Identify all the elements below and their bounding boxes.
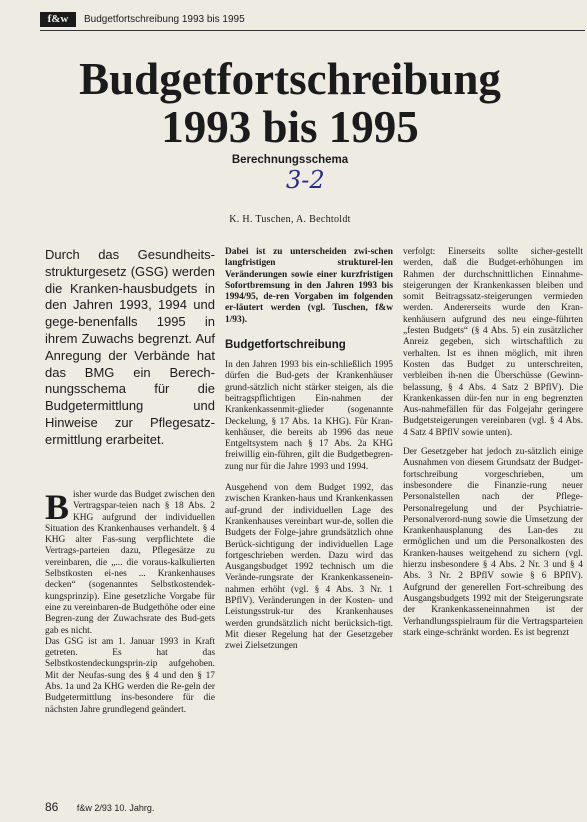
drop-cap: B [45, 487, 70, 527]
column-2-intro: Dabei ist zu unterscheiden zwi-schen langfristigen strukturel-len Veränderungen sowie einer kurzfristigen Sofortbremsung in den Jahren 1993 bis 1994/95, de-ren Vorgaben im folgenden er-läutert werden (vgl. Tuschen, f&w 1/93). [225, 247, 393, 325]
column-3-paragraph-2: Der Gesetzgeber hat jedoch zu-sätzlich einige Ausnahmen von diesem Grundsatz der Budget-fortschreibung vorgeschrieben, um insbesondere die Finanzie-rung neuer Personalstellen nach der Pflege-Personalregelung und der Psychiatrie-Personalverord-nung sowie die Umsetzung der Krankenhausplanung des Lan-des zu ermöglichen und um die Personalkosten des Kranken-hauses weitgehend zu sichern (vgl. hierzu insbesondere § 4 Abs. 2 Nr. 3 und § 4 Abs. 3 Nr. 2 BPflV sowie § 6 BPflV). Aufgrund der generellen Fort-schreibung des Ausgangsbudgets 1992 mit der Steigerungsrate der Krankenkasseneinnahmen ist der Verhandlungsspielraum für die Vertragsparteien stark einge-schränkt worden. Es ist begrenzt [403, 447, 583, 638]
column-1-paragraph-2: Das GSG ist am 1. Januar 1993 in Kraft getreten. Es hat das Selbstkostendeckungsprin-zip aufgehoben. Mit der Neufas-sung des § 4 und den § 17 Abs. 1a und 2a KHG werden die Re-geln der Budgetermittlung ins-besondere für die nächsten Jahre grundlegend geändert. [45, 636, 215, 715]
column-2-paragraph-1: In den Jahren 1993 bis ein-schließlich 1995 dürfen die Bud-gets der Krankenhäuser grund-sätzlich nicht stärker steigen, als die beitragspflichtigen Ein-nahmen der Krankenkassenmit-glieder (sogenannte Deckelung, § 17 Abs. 1a KHG). Für Kran-kenhäuser, die bereits ab 1996 das neue Entgeltsystem nach § 17 Abs. 2a KHG freiwillig ein-führen, gilt die Budgetbegren-zung nur für die Jahre 1993 und 1994. [225, 360, 393, 472]
column-2 [225, 247, 393, 653]
column-3 [403, 247, 583, 639]
lead-paragraph [45, 247, 215, 449]
running-header [40, 10, 585, 31]
article-title-line2: 1993 bis 1995 [161, 102, 419, 152]
column-3-paragraph-1: verfolgt: Einerseits sollte sicher-gestellt werden, daß die Budget-erhöhungen im Rahmen der durchschnittlichen Einnahme-steigerungen der Krankenkassen bleiben und somit Beitragssatz-steigerungen vermieden werden. Andererseits wurde den Kran-kenhäusern aufgrund des neu einge-führten „festen Budgets“ (§ 4 Abs. 5) ein zusätzlicher Anreiz gegeben, sich wirtschaftlich zu verhalten. Ist es ihnen möglich, mit ihren Kosten das Budget zu unterschreiten, verbleiben ih-nen die Überschüsse (Gewinn-belassung, § 4 Abs. 4 Satz 2 BPflV). Die Krankenkassen dür-fen nur in eng begrenzten Aus-nahmefällen für das Folgejahr geringere Budgetsteigerungen vereinbaren (vgl. § 4 Abs. 4 Satz 4 BPflV sowie unten). [403, 247, 583, 438]
running-header-title: Budgetfortschreibung 1993 bis 1995 [84, 14, 245, 25]
column-1-paragraph-1: isher wurde das Budget zwischen den Vertragspar-teien nach § 18 Abs. 2 KHG aufgrund der individuellen Situation des Krankenhauses verhandelt. § 4 KHG alter Fas-sung verpflichtete die Vertrags-parteien dazu, Pflegesätze zu vereinbaren, die „... die voraus-kalkulierten Selbstkosten ei-nes ... Krankenhauses decken“ (sogenanntes Selbstkostendek-kungsprinzip). Eine gesetzliche Vorgabe für eine zu vereinbaren-de Budgethöhe oder eine Begren-zung der Zuwachsrate des Bud-gets gab es nicht. [45, 490, 215, 636]
handwritten-note: 3-2 [286, 166, 325, 194]
article-subtitle: Berechnungsschema [231, 154, 349, 166]
article-title-line1: Budgetfortschreibung [79, 54, 501, 104]
journal-citation: f&w 2/93 10. Jahrg. [76, 803, 155, 813]
column-2-paragraph-2: Ausgehend von dem Budget 1992, das zwischen Kranken-haus und Krankenkassen auf-grund der individuellen Lage des Krankenhauses vereinbart wur-de, sollen die Budgets der Folge-jahre grundsätzlich ohne Berück-sichtigung der individuellen Lage fortgeschrieben werden. Dazu wird das Ausgangsbudget 1992 technisch um die Verände-rungsrate der Krankenkassenein-nahmen erhöht (vgl. § 4 Abs. 3 Nr. 1 BPflV). Veränderungen in der Kosten- und Leistungsstruk-tur des Krankenhauses werden grundsätzlich nicht berücksich-tigt. Mit dieser Regelung hat der Gesetzgeber zwei Zielsetzungen [225, 483, 393, 652]
page-footer [45, 800, 345, 814]
journal-logo: f&w [40, 12, 76, 27]
section-heading: Budgetfortschreibung [225, 339, 346, 352]
lead-text: Durch das Gesundheits-strukturgesetz (GSG) werden die Kranken-hausbudgets in den Jahren 1993, 1994 und gege-benenfalls 1995 in ihrem Zuwachs begrenzt. Auf Anregung der Verbände hat das BMG ein Berech-nungsschema für die Budgetermittlung und Hinweise zur Pflegesatz-ermittlung erarbeitet. [45, 247, 215, 447]
column-1 [45, 487, 215, 716]
article-authors: K. H. Tuschen, A. Bechtoldt [229, 214, 351, 225]
page-number: 86 [45, 800, 59, 814]
